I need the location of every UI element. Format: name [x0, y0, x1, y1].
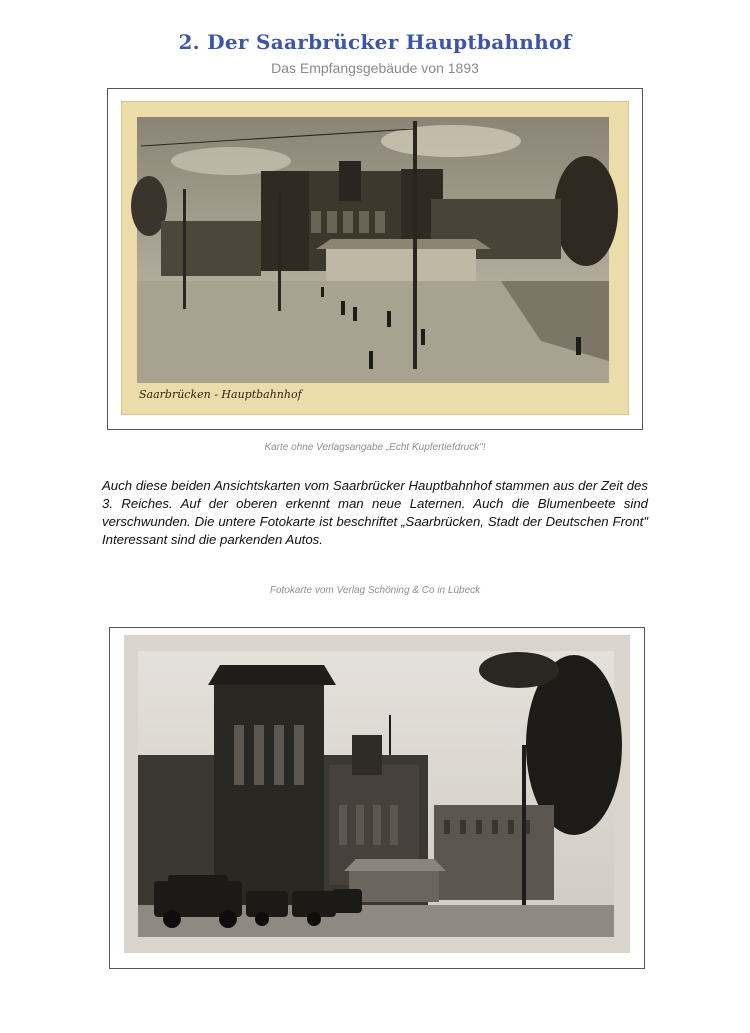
- description-paragraph: Auch diese beiden Ansichtskarten vom Saarbrücker Hauptbahnhof stammen aus der Zeit des 3. Reiches. Auf der oberen erkennt man neue Laternen. Auch die Blumenbeete sind verschwunden. Die untere Fotokarte ist beschriftet „Saarbrücken, Stadt der Deutschen Front" Interessant sind die parkenden Autos.: [102, 478, 648, 547]
- postcard-lower: [124, 635, 630, 953]
- postcard-lower-caption: Fotokarte vom Verlag Schöning & Co in Lübeck: [269, 585, 481, 596]
- postcard-upper-caption: Karte ohne Verlagsangabe „Echt Kupfertiefdruck"!: [264, 442, 486, 453]
- postcard-upper-inscription: Saarbrücken - Hauptbahnhof: [139, 388, 302, 401]
- postcard-upper: [121, 101, 629, 415]
- page-subtitle: Das Empfangsgebäude von 1893: [271, 60, 479, 76]
- station-photo-upper: [121, 101, 629, 415]
- station-photo-lower: [124, 635, 630, 953]
- page-title: 2. Der Saarbrücker Hauptbahnhof: [178, 30, 572, 54]
